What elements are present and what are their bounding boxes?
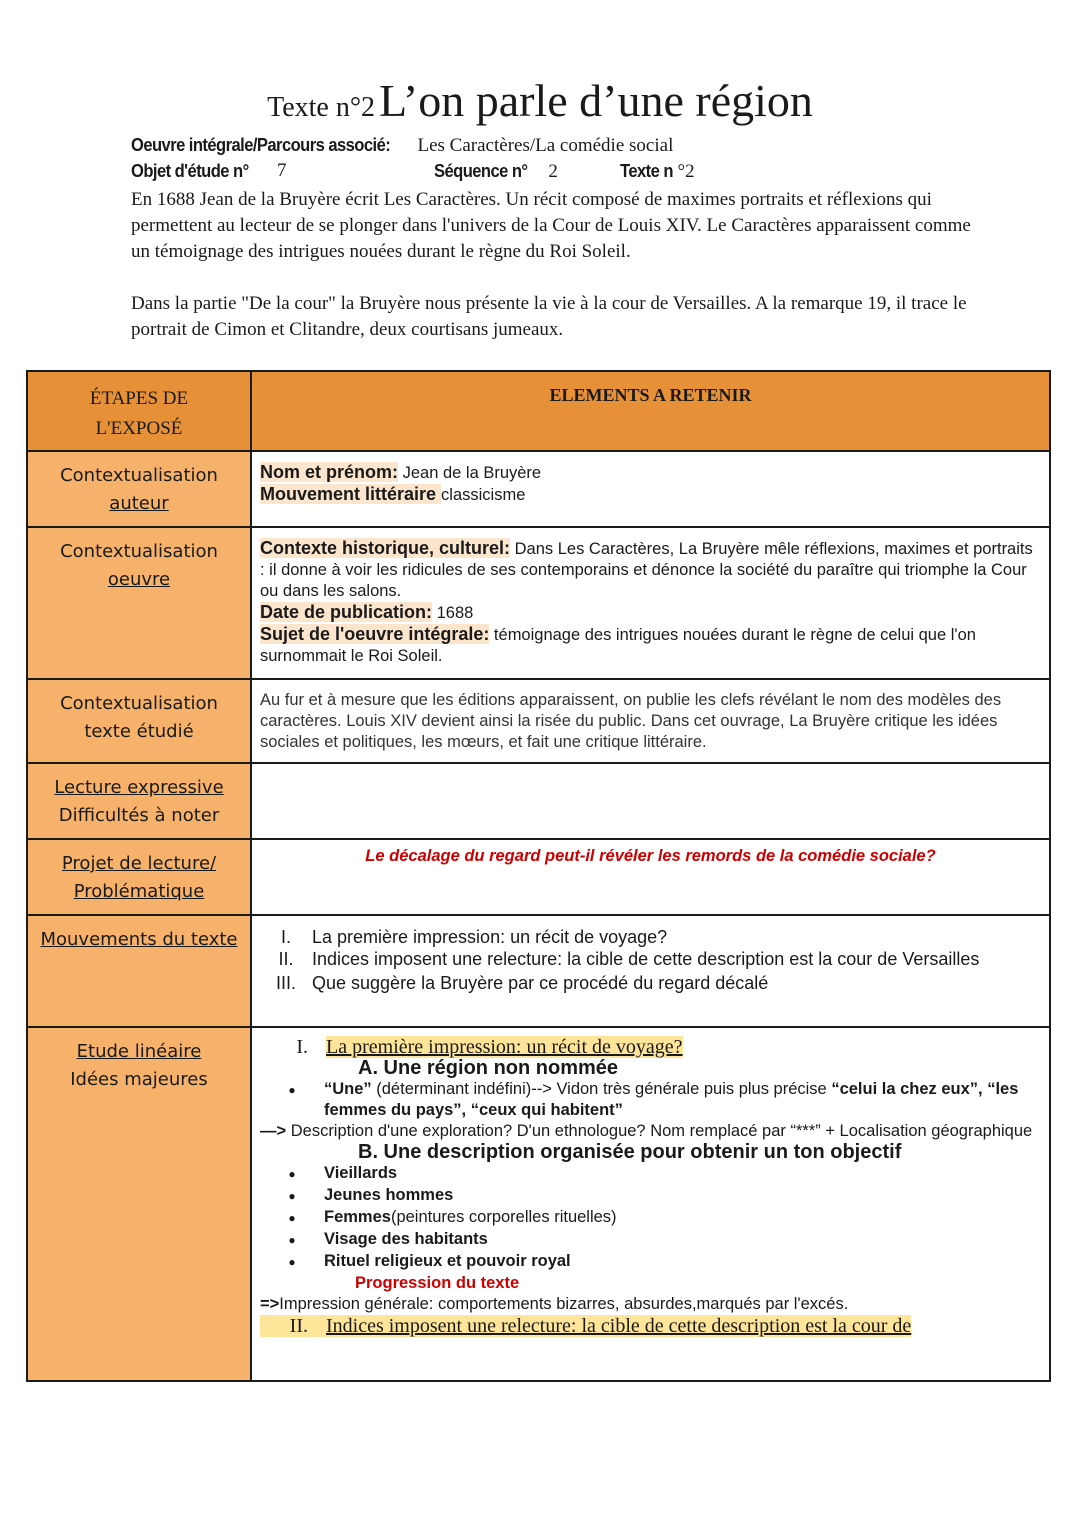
label-contexte-auteur xyxy=(27,451,251,527)
label-lecture xyxy=(27,763,251,839)
part1-title: La première impression: un récit de voyage? xyxy=(326,1036,683,1058)
mouvement-label: Mouvement littéraire xyxy=(260,484,442,504)
arrow-line: —> Description d'une exploration? D'un ethnologue? Nom remplacé par “***” + Localisation géographique xyxy=(260,1122,1033,1140)
cell-contexte-auteur xyxy=(251,451,1050,527)
list-item: ● Visage des habitants xyxy=(260,1229,1041,1251)
list-item: ● Jeunes hommes xyxy=(260,1185,1041,1207)
label-line2: Problématique xyxy=(73,881,205,902)
subheading-b: B. Une description organisée pour obtenir un ton objectif xyxy=(358,1141,902,1163)
label-line1: Mouvements du texte xyxy=(40,929,238,950)
oeuvre-value: Les Caractères/La comédie social xyxy=(412,135,674,156)
meta-oeuvre xyxy=(131,132,991,159)
row-lecture xyxy=(27,763,1050,839)
label-line1: Etude linéaire xyxy=(76,1041,202,1062)
sequence-value: 2 xyxy=(548,161,558,182)
label-mouvements xyxy=(27,915,251,1027)
list-item: ● Vieillards xyxy=(260,1163,1041,1185)
label-line1: Lecture expressive xyxy=(54,777,224,798)
page-title xyxy=(0,74,1080,127)
cell-lecture xyxy=(251,763,1050,839)
part1-heading: I. La première impression: un récit de voyage? xyxy=(296,1036,683,1058)
mouvement-value: classicisme xyxy=(441,486,526,504)
title-main: L’on parle d’une région xyxy=(379,75,813,126)
date-label: Date de publication: xyxy=(260,602,433,622)
bullet-icon: ● xyxy=(288,1083,296,1097)
label-line1: Contextualisation xyxy=(60,541,218,562)
problematique-text: Le décalage du regard peut-il révéler les remords de la comédie sociale? xyxy=(251,839,1050,915)
impression-line: =>Impression générale: comportements bizarres, absurdes,marqués par l'excés. xyxy=(260,1295,849,1313)
row-contexte-oeuvre xyxy=(27,527,1050,679)
texte-label: Texte n xyxy=(620,161,673,181)
header-etapes-line2: L'EXPOSÉ xyxy=(95,418,183,439)
label-line1: Contextualisation xyxy=(60,693,218,714)
oeuvre-label: Oeuvre intégrale/Parcours associé: xyxy=(131,135,391,155)
contexte-label: Contexte historique, culturel: xyxy=(260,538,511,558)
row-etude-lineaire xyxy=(27,1027,1050,1381)
label-problematique xyxy=(27,839,251,915)
label-line2: Idées majeures xyxy=(70,1069,208,1090)
table-header-row xyxy=(27,371,1050,451)
sequence-label: Séquence n° xyxy=(434,161,528,181)
sujet-value: témoignage des intrigues nouées durant le règne de celui que l'on surnommait le Roi Soleil. xyxy=(260,626,976,665)
label-line2: auteur xyxy=(109,493,169,514)
expose-table xyxy=(26,370,1051,1382)
header-etapes xyxy=(27,371,251,451)
texte-value: °2 xyxy=(677,161,695,182)
row-contexte-texte xyxy=(27,679,1050,763)
intro-paragraph-1: En 1688 Jean de la Bruyère écrit Les Caractères. Un récit composé de maximes portraits et réflexions qui permettent au lecteur de se plonger dans l'univers de la Cour de Louis XIV. Le Caractères apparaissent comme un témoignage des intrigues nouées durant le règne du Roi Soleil. xyxy=(131,189,971,262)
list-item: ● “Une” (déterminant indéfini)--> Vidon très générale puis plus précise “celui la chez eux”, “les femmes du pays”, “ceux qui habitent” xyxy=(260,1079,1041,1121)
contexte-value: Dans Les Caractères, La Bruyère mêle réflexions, maximes et portraits : il donne à voir les ridicules de ses contemporains et dénonce la société du paraître qui triomphe la Cour ou dans les salons. xyxy=(260,540,1033,600)
part2-heading: II. Indices imposent une relecture: la cible de cette description est la cour de xyxy=(260,1315,1041,1337)
objet-value: 7 xyxy=(277,160,287,181)
bullet-icon: ● xyxy=(288,1211,296,1225)
cell-etude-lineaire xyxy=(251,1027,1050,1381)
label-contexte-oeuvre xyxy=(27,527,251,679)
nom-label: Nom et prénom: xyxy=(260,462,399,482)
mouvement-item: I. La première impression: un récit de voyage? xyxy=(280,927,668,947)
mouvement-item: III. Que suggère la Bruyère par ce procédé du regard décalé xyxy=(275,973,769,993)
list-item: ● Femmes(peintures corporelles rituelles) xyxy=(260,1207,1041,1229)
nom-value: Jean de la Bruyère xyxy=(398,464,542,482)
subheading-a: A. Une région non nommée xyxy=(358,1057,619,1079)
header-elements: ELEMENTS A RETENIR xyxy=(251,371,1050,451)
label-line2: oeuvre xyxy=(107,569,171,590)
objet-label: Objet d'étude n° xyxy=(131,161,249,181)
progression-label: Progression du texte xyxy=(355,1274,520,1292)
label-line1: Contextualisation xyxy=(60,465,218,486)
intro-paragraph-2: Dans la partie "De la cour" la Bruyère nous présente la vie à la cour de Versailles. A la remarque 19, il trace le portrait de Cimon et Clitandre, deux courtisans jumeaux. xyxy=(131,293,967,340)
label-line2: Difficultés à noter xyxy=(58,805,220,826)
cell-contexte-oeuvre xyxy=(251,527,1050,679)
cell-mouvements xyxy=(251,915,1050,1027)
part2-title: Indices imposent une relecture: la cible de cette description est la cour de xyxy=(326,1315,912,1337)
label-line1: Projet de lecture/ xyxy=(61,853,217,874)
row-contexte-auteur xyxy=(27,451,1050,527)
bullet-icon: ● xyxy=(288,1189,296,1203)
cell-contexte-texte: Au fur et à mesure que les éditions apparaissent, on publie les clefs révélant le nom des modèles des caractères. Louis XIV devient ainsi la risée du public. Dans cet ouvrage, La Bruyère critique les idées sociales et politiques, les mœurs, et fait une critique littéraire. xyxy=(251,679,1050,763)
label-contexte-texte xyxy=(27,679,251,763)
label-etude-lineaire xyxy=(27,1027,251,1381)
bullet-icon: ● xyxy=(288,1167,296,1181)
label-line2: texte étudié xyxy=(84,721,194,742)
row-problematique xyxy=(27,839,1050,915)
row-mouvements xyxy=(27,915,1050,1027)
mouvement-item: II. Indices imposent une relecture: la cible de cette description est la cour de Versailles xyxy=(278,949,980,969)
sujet-label: Sujet de l'oeuvre intégrale: xyxy=(260,624,490,644)
date-value: 1688 xyxy=(432,604,474,622)
list-item: ● Rituel religieux et pouvoir royal xyxy=(260,1251,1041,1273)
bullet-icon: ● xyxy=(288,1233,296,1247)
bullet-icon: ● xyxy=(288,1255,296,1269)
meta-objet xyxy=(131,158,991,185)
header-etapes-line1: ÉTAPES DE xyxy=(89,388,189,409)
title-prefix: Texte n°2 xyxy=(267,92,376,123)
